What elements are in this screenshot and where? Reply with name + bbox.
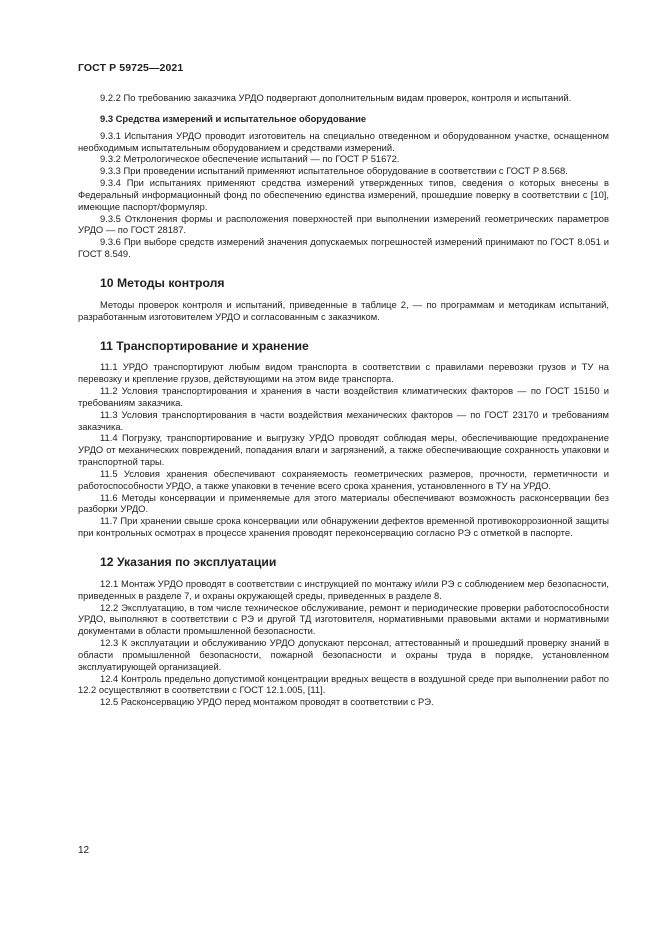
section-title-12: 12 Указания по эксплуатации [100,555,277,569]
page-content [78,92,609,708]
paragraph-9-3-5: 9.3.5 Отклонения формы и расположения поверхностей при выполнении измерений геометрических параметров УРДО — по ГОСТ 28187. [78,212,609,236]
paragraph-11-6: 11.6 Методы консервации и применяемые для этого материалы обеспечивают возможность расконсервации без разборки УРДО. [78,491,609,515]
section-title-11: 11 Транспортирование и хранение [100,338,309,353]
section-title-10: 10 Методы контроля [100,275,225,290]
paragraph-9-3-1: 9.3.1 Испытания УРДО проводит изготовитель на специально отведенном и оборудованном участке, оснащенном необходимым испытательным оборудованием и средствами измерений. [78,129,609,153]
paragraph-12-2: 12.2 Эксплуатацию, в том числе техническое обслуживание, ремонт и периодические проверки работоспособности УРДО, выполняют в соответствии с РЭ и другой ТД изготовителя, нормативными правовыми актами и нормативными документами в области промышленной безопасности. [78,601,609,637]
paragraph-11-4: 11.4 Погрузку, транспортирование и выгрузку УРДО проводят соблюдая меры, обеспечивающие предохранение УРДО от механических повреждений, попадания влаги и загрязнений, а также обеспечивающие сохранность упаковки и транспортной тары. [78,432,609,468]
paragraph-9-3-2: 9.3.2 Метрологическое обеспечение испытаний — по ГОСТ Р 51672. [100,153,400,165]
paragraph-9-3-6: 9.3.6 При выборе средств измерений значения допускаемых погрешностей измерений принимают по ГОСТ 8.051 и ГОСТ 8.549. [78,236,609,260]
subsection-title-9-3: 9.3 Средства измерений и испытательное оборудование [100,112,367,124]
paragraph-12-1: 12.1 Монтаж УРДО проводят в соответствии с инструкцией по монтажу и/или РЭ с соблюдением мер безопасности, приведенных в разделе 7, и охраны окружающей среды, приведенных в разделе 8. [78,577,609,601]
paragraph-12-3: 12.3 К эксплуатации и обслуживанию УРДО допускают персонал, аттестованный и прошедший проверку знаний в области промышленной безопасности, пожарной безопасности и охраны труда в порядке, установленном эксплуатирующей организацией. [78,637,609,672]
paragraph-11-7: 11.7 При хранении свыше срока консервации или обнаружении дефектов временной противокоррозионной защиты при контрольных осмотрах в процессе хранения проводят переконсервацию согласно РЭ с отметкой в паспорте. [78,515,609,539]
paragraph-9-3-4: 9.3.4 При испытаниях применяют средства измерений утвержденных типов, сведения о которых внесены в Федеральный информационный фонд по обеспечению единства измерений, прошедшие поверку в соответствии с [10], имеющие паспорт/формуляр. [78,177,609,212]
paragraph-9-3-3: 9.3.3 При проведении испытаний применяют испытательное оборудование в соответствии с ГОСТ Р 8.568. [100,165,568,177]
paragraph-12-4: 12.4 Контроль предельно допустимой концентрации вредных веществ в воздушной среде при выполнении работ по 12.2 осуществляют в соответствии с ГОСТ 12.1.005, [11]. [78,672,609,696]
paragraph-10: Методы проверок контроля и испытаний, приведенные в таблице 2, — по программам и методикам испытаний, разработанным изготовителем УРДО и согласованным с заказчиком. [78,298,609,322]
page-number: 12 [78,845,90,856]
document-code-header: ГОСТ Р 59725—2021 [78,62,184,74]
paragraph-11-3: 11.3 Условия транспортирования в части воздействия механических факторов — по ГОСТ 23170 и требованиям заказчика. [78,408,609,432]
paragraph-12-5: 12.5 Расконсервацию УРДО перед монтажом проводят в соответствии с РЭ. [100,696,434,708]
paragraph-9-2-2: 9.2.2 По требованию заказчика УРДО подвергают дополнительным видам проверок, контроля и испытаний. [100,92,572,103]
paragraph-11-1: 11.1 УРДО транспортируют любым видом транспорта в соответствии с правилами перевозки грузов и ТУ на перевозку и крепление грузов, действующими на этом виде транспорта. [78,361,609,385]
paragraph-11-2: 11.2 Условия транспортирования и хранения в части воздействия климатических факторов — по ГОСТ 15150 и требованиям заказчика. [78,385,609,408]
paragraph-11-5: 11.5 Условия хранения обеспечивают сохраняемость геометрических размеров, прочности, герметичности и работоспособности УРДО, а также упаковки в течение всего срока хранения, установленного в ТУ на УРДО. [78,467,609,491]
